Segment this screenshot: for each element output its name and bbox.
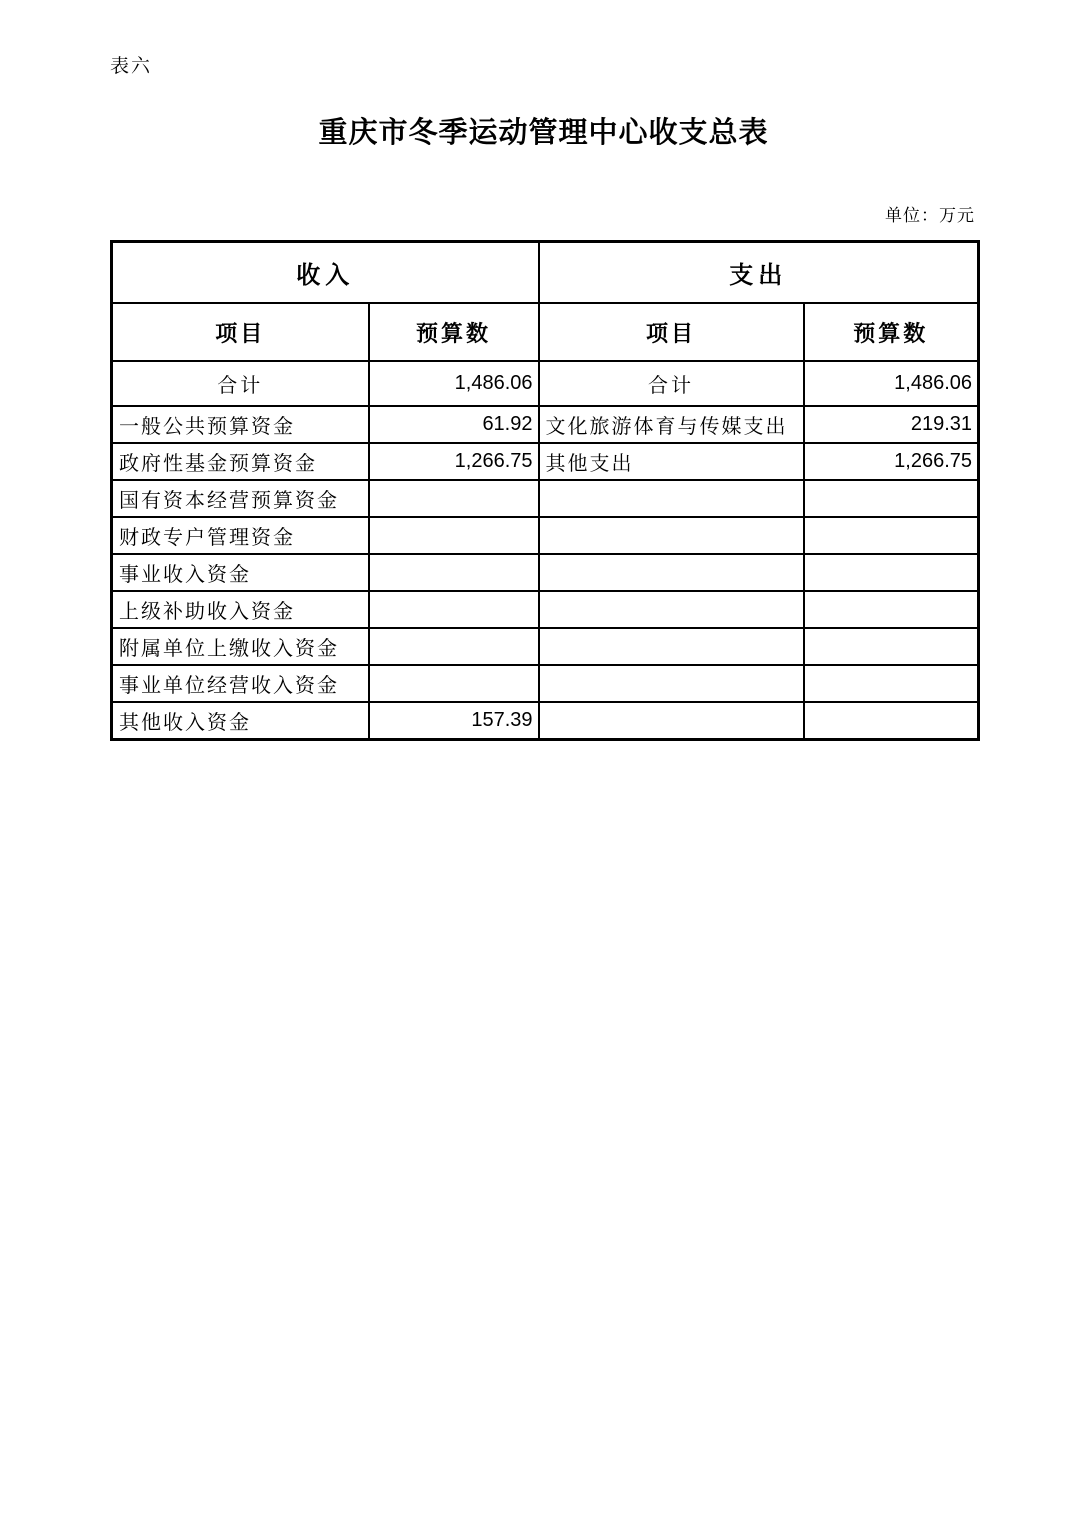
expense-item-cell: 合计 xyxy=(539,361,804,406)
column-header-row xyxy=(112,303,979,361)
expense-value-cell xyxy=(804,554,979,591)
income-item-cell: 附属单位上缴收入资金 xyxy=(112,628,369,665)
page-title: 重庆市冬季运动管理中心收支总表 xyxy=(318,117,769,149)
income-value-cell xyxy=(369,628,539,665)
income-item-cell: 财政专户管理资金 xyxy=(112,517,369,554)
expense-item-cell xyxy=(539,554,804,591)
income-value-cell xyxy=(369,665,539,702)
expense-value-cell xyxy=(804,702,979,740)
expense-item-cell xyxy=(539,591,804,628)
expense-value-cell xyxy=(804,665,979,702)
table-row-total xyxy=(112,361,979,406)
expense-item-cell xyxy=(539,628,804,665)
income-value-cell xyxy=(369,517,539,554)
expense-item-cell: 其他支出 xyxy=(539,443,804,480)
table-row xyxy=(112,517,979,554)
expense-value-cell: 1,486.06 xyxy=(804,361,979,406)
expense-item-cell xyxy=(539,517,804,554)
expense-item-cell xyxy=(539,702,804,740)
table-row xyxy=(112,443,979,480)
table-row xyxy=(112,591,979,628)
income-value-cell: 157.39 xyxy=(369,702,539,740)
expense-value-cell xyxy=(804,517,979,554)
income-value-cell: 1,486.06 xyxy=(369,361,539,406)
table-row xyxy=(112,480,979,517)
income-value-cell: 1,266.75 xyxy=(369,443,539,480)
income-item-cell: 一般公共预算资金 xyxy=(112,406,369,443)
table-row xyxy=(112,702,979,740)
table-row xyxy=(112,665,979,702)
income-item-cell: 合计 xyxy=(112,361,369,406)
expense-value-cell: 1,266.75 xyxy=(804,443,979,480)
expense-item-cell xyxy=(539,665,804,702)
income-value-cell xyxy=(369,480,539,517)
expense-value-cell: 219.31 xyxy=(804,406,979,443)
income-value-cell xyxy=(369,591,539,628)
income-value-cell xyxy=(369,554,539,591)
expense-budget-column-header: 预算数 xyxy=(804,303,979,361)
income-item-cell: 上级补助收入资金 xyxy=(112,591,369,628)
table-row xyxy=(112,628,979,665)
income-item-cell: 政府性基金预算资金 xyxy=(112,443,369,480)
income-item-column-header: 项目 xyxy=(112,303,369,361)
expense-value-cell xyxy=(804,480,979,517)
expense-value-cell xyxy=(804,628,979,665)
table-row xyxy=(112,406,979,443)
income-item-cell: 国有资本经营预算资金 xyxy=(112,480,369,517)
expense-item-cell xyxy=(539,480,804,517)
section-header-row xyxy=(112,242,979,304)
expense-value-cell xyxy=(804,591,979,628)
income-section-header: 收入 xyxy=(112,242,539,304)
income-budget-column-header: 预算数 xyxy=(369,303,539,361)
income-item-cell: 事业收入资金 xyxy=(112,554,369,591)
sheet-number-label: 表六 xyxy=(110,56,153,77)
budget-summary-table xyxy=(110,240,980,741)
table-row xyxy=(112,554,979,591)
income-value-cell: 61.92 xyxy=(369,406,539,443)
expense-item-cell: 文化旅游体育与传媒支出 xyxy=(539,406,804,443)
income-item-cell: 事业单位经营收入资金 xyxy=(112,665,369,702)
expense-section-header: 支出 xyxy=(539,242,979,304)
income-item-cell: 其他收入资金 xyxy=(112,702,369,740)
expense-item-column-header: 项目 xyxy=(539,303,804,361)
unit-note: 单位：万元 xyxy=(885,206,975,225)
